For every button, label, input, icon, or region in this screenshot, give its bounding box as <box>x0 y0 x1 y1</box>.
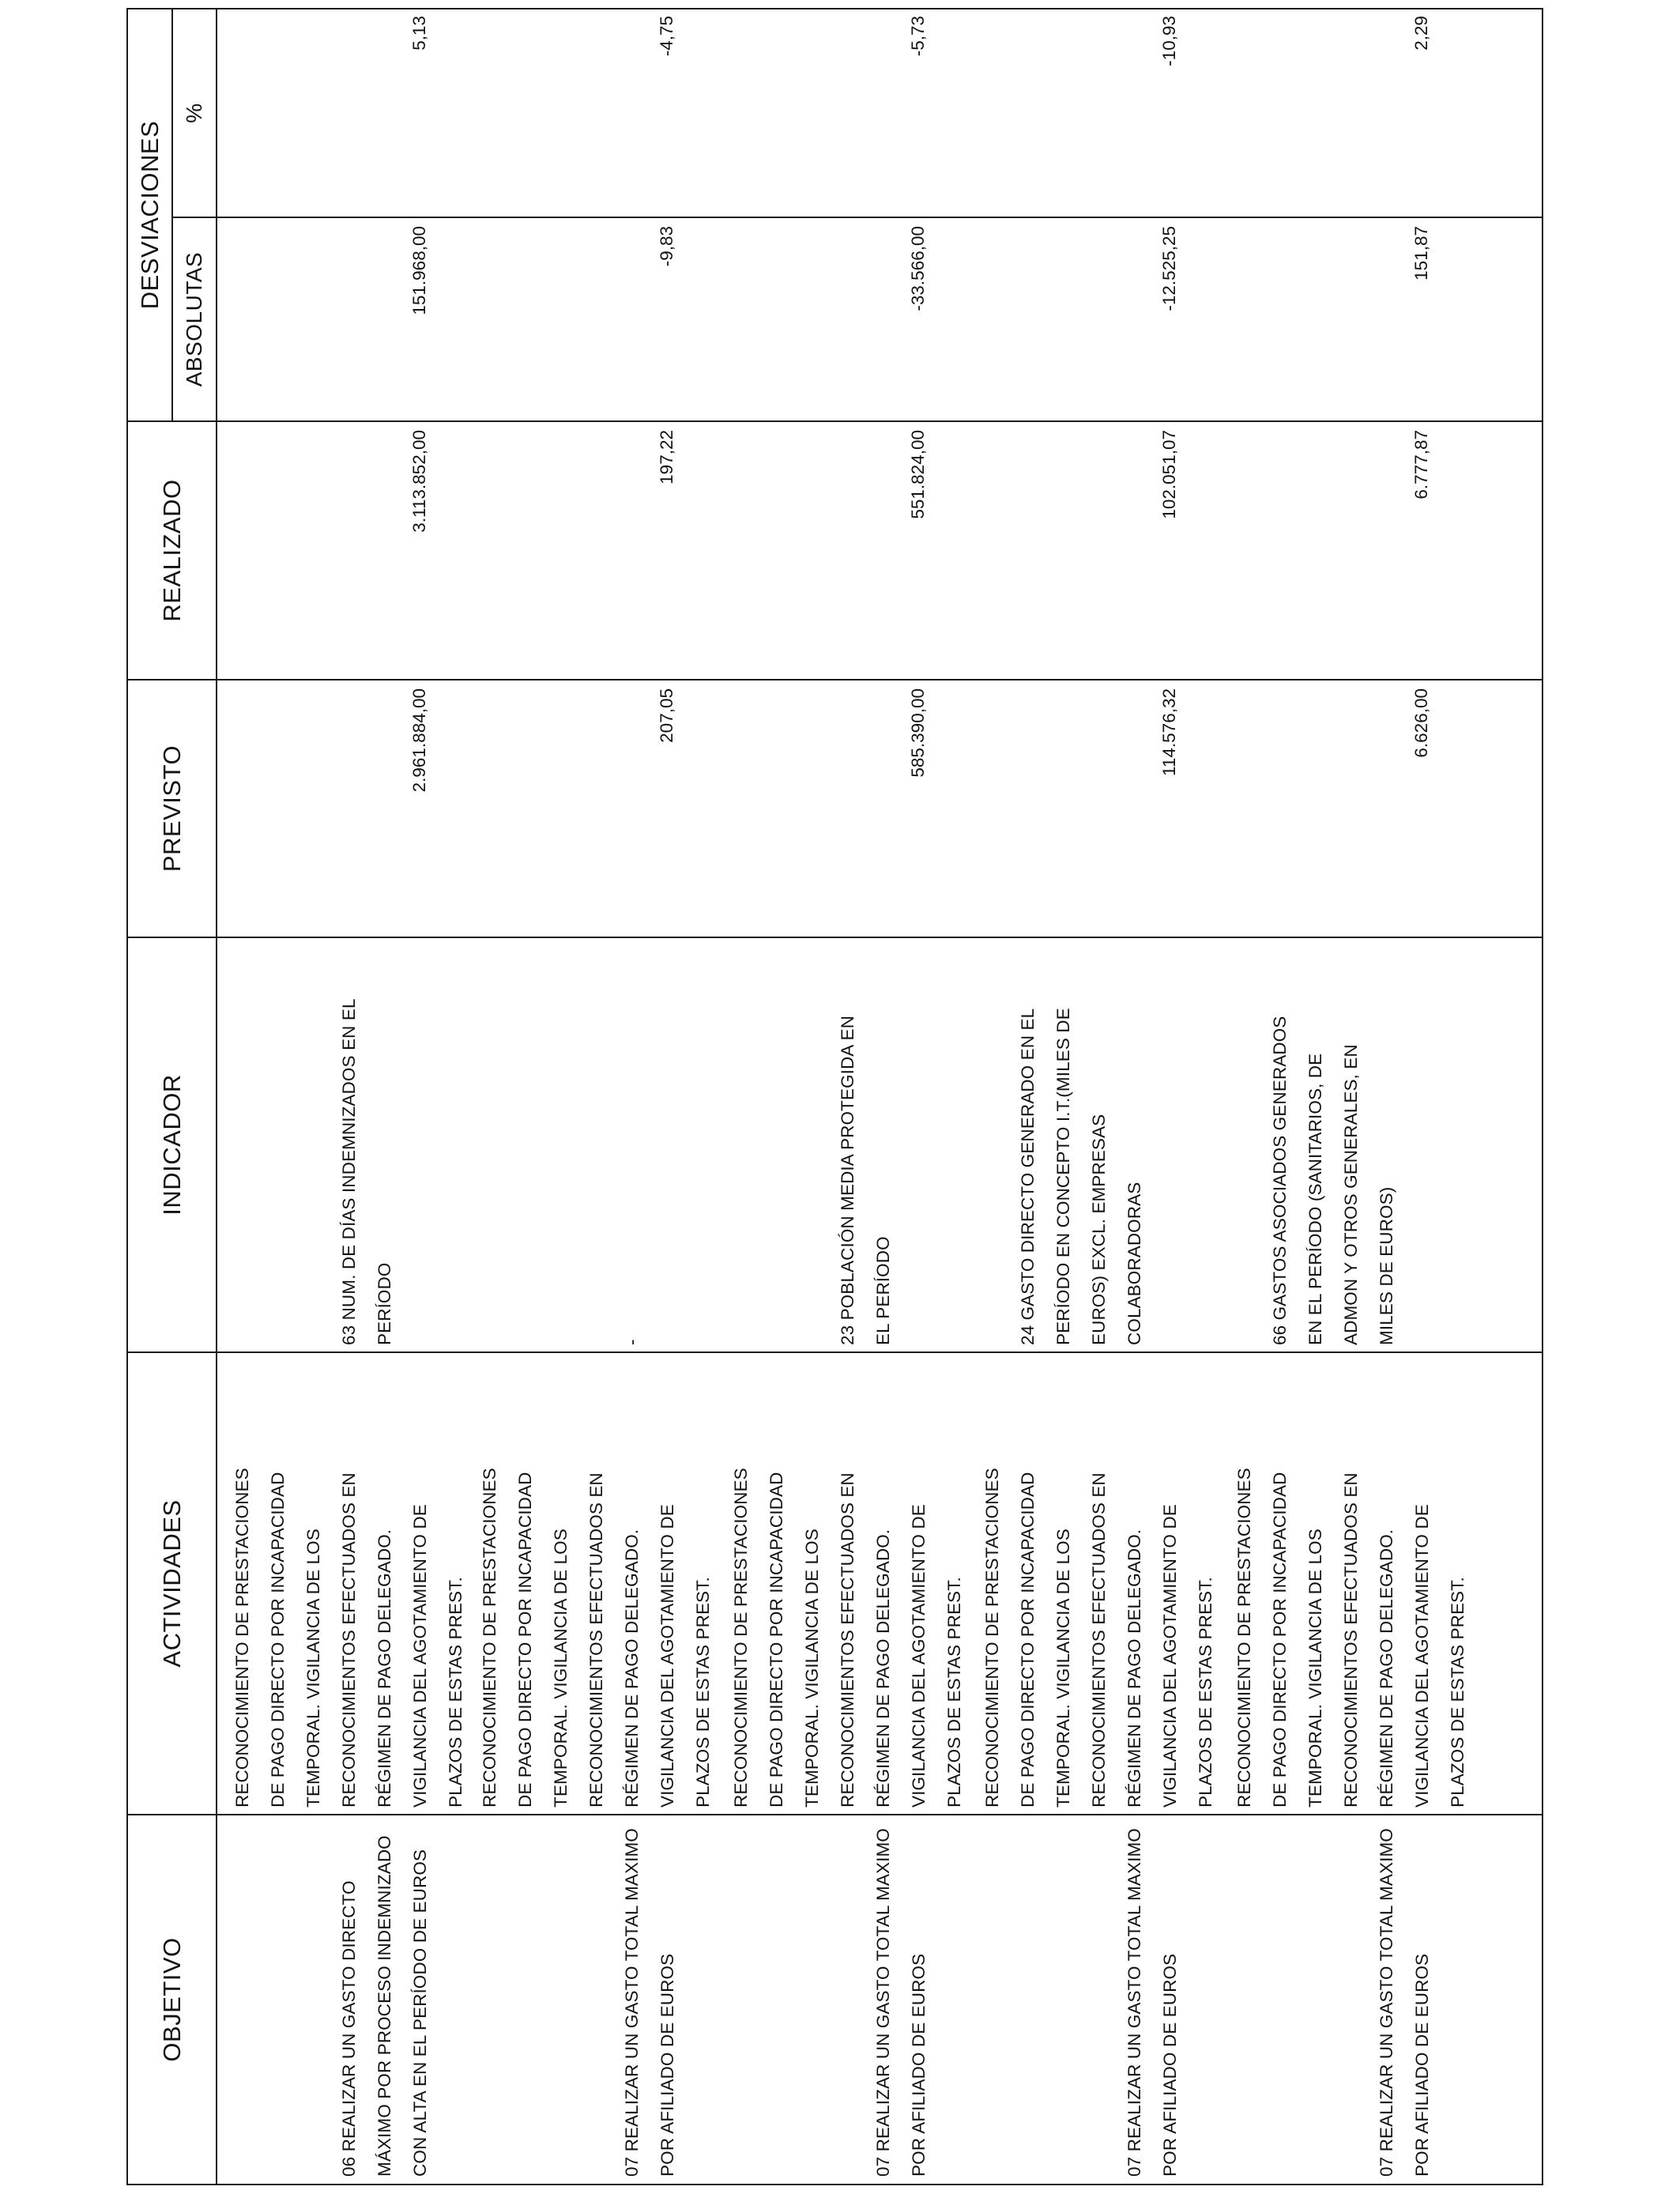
actividades-cell-line: PLAZOS DE ESTAS PREST. <box>944 1577 964 1808</box>
actividades-cell-line: VIGILANCIA DEL AGOTAMIENTO DE <box>1412 1504 1432 1808</box>
table-border-bottom <box>1542 8 1543 2185</box>
objetivo-cell-line: CON ALTA EN EL PERÍODO DE EUROS <box>410 1849 430 2177</box>
header-previsto: PREVISTO <box>157 745 186 873</box>
indicador-cell-line: COLABORADORAS <box>1124 1182 1144 1345</box>
objetivo-cell-line: POR AFILIADO DE EUROS <box>657 1953 677 2177</box>
actividades-cell-line: RECONOCIMIENTO DE PRESTACIONES <box>232 1468 252 1808</box>
indicador-cell-line: 24 GASTO DIRECTO GENERADO EN EL <box>1018 1008 1038 1345</box>
actividades-cell-line: RECONOCIMIENTO DE PRESTACIONES <box>1234 1468 1254 1808</box>
indicador-cell-line: ADMON Y OTROS GENERALES, EN <box>1341 1044 1361 1345</box>
actividades-cell-line: RECONOCIMIENTOS EFECTUADOS EN <box>1089 1472 1109 1808</box>
absolutas-value: -12.525,25 <box>1159 226 1179 311</box>
absolutas-value: 151,87 <box>1411 226 1431 281</box>
objetivo-cell-line: 07 REALIZAR UN GASTO TOTAL MAXIMO <box>622 1828 642 2177</box>
objetivo-cell-line: MÁXIMO POR PROCESO INDEMNIZADO <box>375 1835 394 2177</box>
actividades-cell-line: RÉGIMEN DE PAGO DELEGADO. <box>1124 1529 1144 1808</box>
actividades-cell-line: PLAZOS DE ESTAS PREST. <box>693 1577 713 1808</box>
indicador-cell-line: EN EL PERÍODO (SANITARIOS, DE <box>1305 1053 1325 1345</box>
indicador-cell <box>331 999 402 1345</box>
table-border-right <box>126 8 1543 9</box>
porcentaje-value: 5,13 <box>409 16 429 51</box>
objetivo-cell <box>1117 1828 1188 2177</box>
previsto-value: 6.626,00 <box>1411 688 1431 758</box>
indicador-cell <box>1010 1008 1152 1345</box>
actividades-cell-line: RÉGIMEN DE PAGO DELEGADO. <box>873 1529 893 1808</box>
indicador-cell-line: - <box>622 1339 642 1345</box>
objetivo-cell-line: 07 REALIZAR UN GASTO TOTAL MAXIMO <box>1124 1828 1144 2177</box>
col-divider-1 <box>126 1814 1543 1815</box>
porcentaje-value: -10,93 <box>1159 16 1179 66</box>
actividades-cell-line: DE PAGO DIRECTO POR INCAPACIDAD <box>515 1472 535 1808</box>
indicador-cell-line: PERÍODO <box>375 1262 394 1345</box>
header-realizado: REALIZADO <box>157 479 186 622</box>
objetivo-cell-line: 07 REALIZAR UN GASTO TOTAL MAXIMO <box>873 1828 893 2177</box>
header-absolutas: ABSOLUTAS <box>182 251 206 387</box>
actividades-cell-line: TEMPORAL. VIGILANCIA DE LOS <box>1305 1529 1325 1808</box>
actividades-cell-line: DE PAGO DIRECTO POR INCAPACIDAD <box>1018 1472 1038 1808</box>
previsto-value: 2.961.884,00 <box>409 688 429 793</box>
col-divider-3 <box>126 937 1543 938</box>
porcentaje-value: -5,73 <box>908 16 928 57</box>
objetivo-cell <box>865 1828 936 2177</box>
absolutas-value: -9,83 <box>657 226 676 267</box>
porcentaje-value: -4,75 <box>657 16 676 57</box>
porcentaje-value: 2,29 <box>1411 16 1431 51</box>
realizado-value: 551.824,00 <box>908 430 928 519</box>
objetivo-cell <box>614 1828 685 2177</box>
indicador-cell-line: MILES DE EUROS) <box>1377 1186 1396 1345</box>
previsto-value: 207,05 <box>657 688 676 743</box>
objetivo-cell-line: POR AFILIADO DE EUROS <box>1412 1953 1432 2177</box>
indicador-cell <box>1262 1016 1404 1345</box>
actividades-cell-line: RECONOCIMIENTOS EFECTUADOS EN <box>586 1472 606 1808</box>
actividades-cell-line: TEMPORAL. VIGILANCIA DE LOS <box>1053 1529 1073 1808</box>
actividades-cell-line: VIGILANCIA DEL AGOTAMIENTO DE <box>410 1504 430 1808</box>
actividades-cell-line: RECONOCIMIENTO DE PRESTACIONES <box>480 1468 499 1808</box>
absolutas-value: 151.968,00 <box>409 226 429 315</box>
realizado-value: 3.113.852,00 <box>409 430 429 533</box>
actividades-cell-line: TEMPORAL. VIGILANCIA DE LOS <box>551 1529 571 1808</box>
actividades-cell-line: RÉGIMEN DE PAGO DELEGADO. <box>622 1529 642 1808</box>
objetivo-cell <box>1369 1828 1440 2177</box>
actividades-cell-line: TEMPORAL. VIGILANCIA DE LOS <box>802 1529 822 1808</box>
objetivo-cell-line: 06 REALIZAR UN GASTO DIRECTO <box>339 1880 359 2177</box>
header-indicador: INDICADOR <box>157 1074 186 1216</box>
indicador-cell-line: 63 NUM. DE DÍAS INDEMNIZADOS EN EL <box>339 998 359 1345</box>
realizado-value: 6.777,87 <box>1411 430 1431 499</box>
indicador-cell-line: PERÍODO EN CONCEPTO I.T.(MILES DE <box>1053 1008 1073 1345</box>
previsto-value: 585.390,00 <box>908 688 928 778</box>
previsto-value: 114.576,32 <box>1159 688 1179 776</box>
header-divider <box>216 8 217 2185</box>
actividades-cell-line: RECONOCIMIENTO DE PRESTACIONES <box>982 1468 1002 1808</box>
indicador-cell-line: 66 GASTOS ASOCIADOS GENERADOS <box>1270 1016 1290 1345</box>
actividades-cell-line: RECONOCIMIENTO DE PRESTACIONES <box>731 1468 751 1808</box>
indicador-cell <box>614 1339 650 1345</box>
col-divider-4 <box>126 679 1543 680</box>
objetivo-cell-line: 07 REALIZAR UN GASTO TOTAL MAXIMO <box>1377 1828 1396 2177</box>
actividades-cell-line: DE PAGO DIRECTO POR INCAPACIDAD <box>767 1472 786 1808</box>
actividades-cell-line: RECONOCIMIENTOS EFECTUADOS EN <box>339 1472 359 1808</box>
actividades-cell <box>1226 1468 1475 1808</box>
col-divider-2 <box>126 1351 1543 1353</box>
actividades-cell <box>723 1468 972 1808</box>
header-objetivo: OBJETIVO <box>157 1937 186 2062</box>
actividades-cell-line: RÉGIMEN DE PAGO DELEGADO. <box>1377 1529 1396 1808</box>
actividades-cell-line: RÉGIMEN DE PAGO DELEGADO. <box>375 1529 394 1808</box>
actividades-cell-line: VIGILANCIA DEL AGOTAMIENTO DE <box>1160 1504 1180 1808</box>
actividades-cell-line: PLAZOS DE ESTAS PREST. <box>1196 1577 1215 1808</box>
header-actividades: ACTIVIDADES <box>157 1499 186 1668</box>
col-divider-6 <box>171 217 1543 218</box>
absolutas-value: -33.566,00 <box>908 226 928 311</box>
actividades-cell-line: PLAZOS DE ESTAS PREST. <box>1448 1577 1467 1808</box>
header-porcentaje: % <box>182 103 206 123</box>
actividades-cell-line: PLAZOS DE ESTAS PREST. <box>446 1577 465 1808</box>
actividades-cell <box>974 1468 1223 1808</box>
table-border-left <box>126 2184 1543 2185</box>
indicador-cell <box>830 1016 901 1345</box>
col-divider-5 <box>126 420 1543 422</box>
actividades-cell-line: VIGILANCIA DEL AGOTAMIENTO DE <box>909 1504 929 1808</box>
objetivo-cell-line: POR AFILIADO DE EUROS <box>1160 1953 1180 2177</box>
indicador-cell-line: EL PERÍODO <box>873 1236 893 1345</box>
actividades-cell-line: DE PAGO DIRECTO POR INCAPACIDAD <box>268 1472 288 1808</box>
indicador-cell-line: EUROS) EXCL. EMPRESAS <box>1089 1114 1109 1345</box>
actividades-cell <box>224 1468 473 1808</box>
objetivo-cell-line: POR AFILIADO DE EUROS <box>909 1953 929 2177</box>
realizado-value: 197,22 <box>657 430 676 484</box>
objetivo-cell <box>331 1835 438 2177</box>
actividades-cell-line: TEMPORAL. VIGILANCIA DE LOS <box>303 1529 323 1808</box>
actividades-cell-line: RECONOCIMIENTOS EFECTUADOS EN <box>1341 1472 1361 1808</box>
actividades-cell-line: DE PAGO DIRECTO POR INCAPACIDAD <box>1270 1472 1290 1808</box>
actividades-cell-line: VIGILANCIA DEL AGOTAMIENTO DE <box>657 1504 677 1808</box>
actividades-cell <box>472 1468 721 1808</box>
actividades-cell-line: RECONOCIMIENTOS EFECTUADOS EN <box>838 1472 857 1808</box>
header-desviaciones: DESVIACIONES <box>135 120 164 310</box>
realizado-value: 102.051,07 <box>1159 430 1179 519</box>
indicador-cell-line: 23 POBLACIÓN MEDIA PROTEGIDA EN <box>838 1016 857 1345</box>
